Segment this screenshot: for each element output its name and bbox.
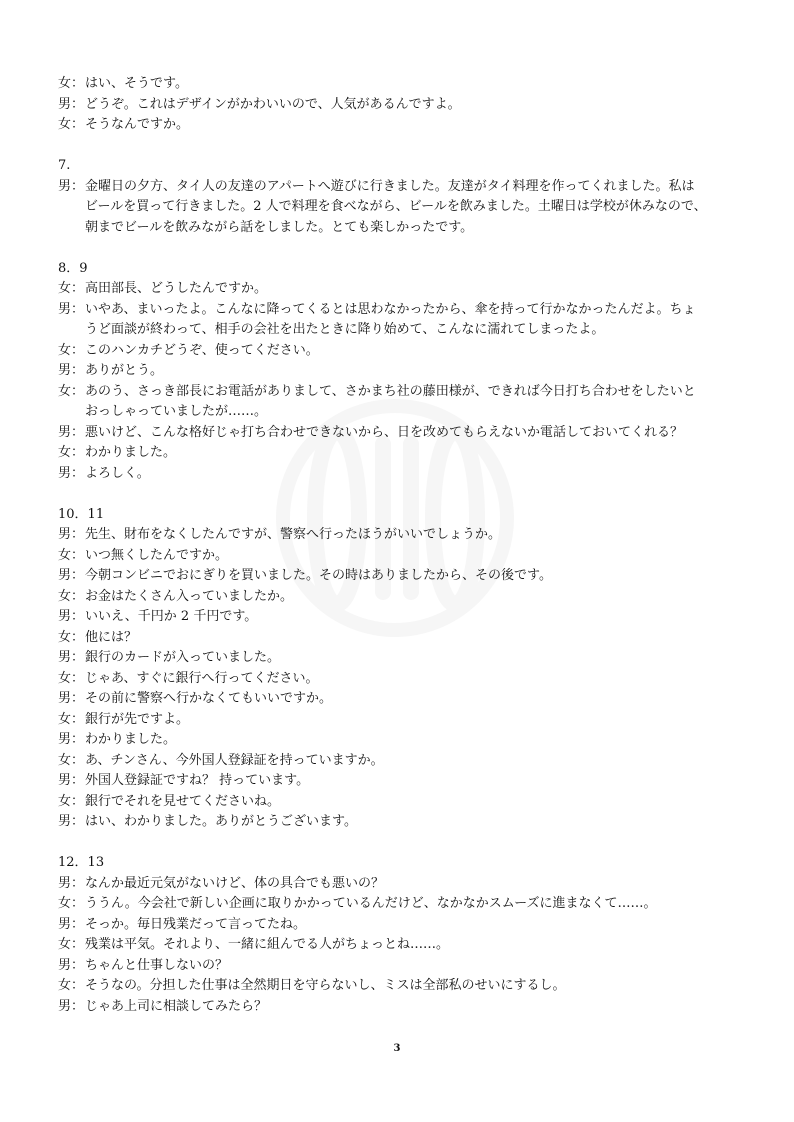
speaker: 男： (58, 609, 85, 624)
dialogue-line (58, 669, 742, 690)
transcript (58, 74, 742, 1017)
speaker: 女： (58, 117, 85, 132)
utterance: 残業は平気。それより、一緒に組んでる人がちょっとね……。 (85, 937, 450, 952)
dialogue-line (58, 710, 742, 731)
utterance: その前に警察へ行かなくてもいいですか。 (85, 691, 333, 706)
utterance: わかりました。 (85, 732, 177, 747)
speaker: 男： (58, 301, 85, 317)
utterance: 今朝コンビニでおにぎりを買いました。その時はありましたから、その後です。 (85, 568, 552, 583)
utterance: このハンカチどうぞ、使ってください。 (85, 342, 319, 358)
utterance: なんか最近元気がないけど、体の具合でも悪いの？ (85, 875, 385, 891)
speaker: 男： (58, 998, 85, 1014)
dialogue-line (58, 115, 742, 136)
utterance: あ、チンさん、今外国人登録証を持っていますか。 (85, 752, 384, 768)
speaker: 女： (58, 629, 85, 645)
dialogue-line (58, 525, 742, 546)
utterance: そっか。毎日残業だって言ってたね。 (85, 916, 307, 932)
speaker: 女： (58, 588, 85, 604)
utterance: じゃあ、すぐに銀行へ行ってください。 (85, 670, 319, 686)
dialogue-line (58, 956, 742, 977)
utterance: 外国人登録証ですね？ 持っています。 (85, 773, 310, 788)
speaker: 男： (58, 568, 85, 583)
utterance: じゃあ上司に相談してみたら？ (85, 998, 268, 1014)
utterance: ありがとう。 (85, 363, 164, 378)
dialogue-line (58, 976, 742, 997)
speaker: 男： (58, 465, 85, 481)
dialogue-line (58, 812, 742, 833)
page-number: 3 (393, 1043, 401, 1054)
speaker: 男： (58, 875, 85, 891)
utterance: ううん。今会社で新しい企画に取りかかっているんだけど、なかなかスムーズに進まなくて……。 (85, 896, 657, 911)
speaker: 女： (58, 342, 85, 358)
speaker: 女： (58, 445, 85, 460)
utterance: そうなんですか。 (85, 117, 190, 132)
dialogue-line (58, 874, 742, 895)
dialogue-line (58, 730, 742, 751)
speaker: 女： (58, 76, 85, 91)
dialogue-line (58, 587, 742, 608)
utterance: あのう、さっき部長にお電話がありまして、さかまち社の藤田様が、できれば今日打ち合わせをしたいと (85, 383, 696, 399)
utterance: 銀行が先ですよ。 (85, 711, 190, 727)
utterance-continuation: ビールを買って行きました。2 人で料理を食べながら、ビールを飲みました。土曜日は学校が休みなので、 (85, 199, 707, 214)
utterance: いいえ、千円か 2 千円です。 (85, 609, 258, 624)
utterance: はい、わかりました。ありがとうございます。 (85, 814, 357, 829)
speaker: 女： (58, 793, 85, 809)
speaker: 男： (58, 424, 85, 440)
dialogue-line (58, 935, 742, 956)
utterance: 悪いけど、こんな格好じゃ打ち合わせできないから、日を改めてもらえないか電話しておいてくれる？ (85, 424, 684, 440)
utterance: お金はたくさん入っていましたか。 (85, 588, 294, 604)
speaker: 女： (58, 547, 85, 563)
speaker: 男： (58, 691, 85, 706)
utterance: ちゃんと仕事しないの？ (85, 957, 229, 973)
speaker: 女： (58, 281, 85, 296)
dialogue-line (58, 689, 742, 710)
speaker: 女： (58, 937, 85, 952)
dialogue-line (58, 751, 742, 772)
section-number-10-11: 10．11 (58, 506, 105, 522)
dialogue-line (58, 566, 742, 587)
dialogue-line (58, 464, 742, 485)
speaker: 男： (58, 814, 85, 829)
utterance: わかりました。 (85, 445, 177, 460)
speaker: 男： (58, 773, 85, 788)
speaker: 男： (58, 96, 85, 112)
section-number-8-9: 8．9 (58, 260, 88, 276)
speaker: 女： (58, 752, 85, 768)
dialogue-line (58, 341, 742, 362)
utterance: 高田部長、どうしたんですか。 (85, 281, 268, 296)
speaker: 女： (58, 978, 85, 993)
dialogue-line (58, 607, 742, 628)
speaker: 男： (58, 363, 85, 378)
utterance: そうなの。分担した仕事は全然期日を守らないし、ミスは全部私のせいにするし。 (85, 978, 566, 993)
speaker: 女： (58, 711, 85, 727)
dialogue-line (58, 894, 742, 915)
dialogue-line (58, 361, 742, 382)
utterance-continuation: おっしゃっていましたが……。 (85, 404, 268, 419)
utterance: いつ無くしたんですか。 (85, 547, 229, 563)
dialogue-line (58, 279, 742, 300)
dialogue-line (58, 423, 742, 444)
dialogue-line (58, 382, 742, 403)
section-number-12-13: 12．13 (58, 855, 105, 870)
speaker: 男： (58, 527, 85, 542)
dialogue-line (58, 628, 742, 649)
utterance: 銀行のカードが入っていました。 (85, 650, 281, 665)
dialogue-line (58, 915, 742, 936)
utterance-continuation: うど面談が終わって、相手の会社を出たときに降り始めて、こんなに濡れてしまったよ。 (85, 322, 605, 337)
dialogue-line (58, 648, 742, 669)
speaker: 男： (58, 178, 85, 194)
speaker: 女： (58, 670, 85, 686)
utterance: 金曜日の夕方、タイ人の友達のアパートへ遊びに行きました。友達がタイ料理を作ってくれました。私は (85, 178, 695, 194)
speaker: 男： (58, 916, 85, 932)
dialogue-line (58, 997, 742, 1018)
utterance: はい、そうです。 (85, 76, 188, 91)
speaker: 男： (58, 650, 85, 665)
utterance: 銀行でそれを見せてくださいね。 (85, 793, 281, 809)
utterance-continuation: 朝までビールを飲みながら話をしました。とても楽しかったです。 (85, 219, 474, 235)
dialogue-line (58, 771, 742, 792)
speaker: 男： (58, 732, 85, 747)
utterance: よろしく。 (85, 465, 150, 481)
dialogue-line (58, 95, 742, 116)
utterance: どうぞ。これはデザインがかわいいので、人気があるんですよ。 (85, 96, 461, 112)
section-number-7: 7. (58, 158, 71, 173)
utterance: いやあ、まいったよ。こんなに降ってくるとは思わなかったから、傘を持って行かなかったんだよ。ちょ (85, 301, 696, 317)
dialogue-line (58, 300, 742, 321)
dialogue-line (58, 546, 742, 567)
dialogue-line (58, 74, 742, 95)
dialogue-line (58, 443, 742, 464)
utterance: 他には？ (85, 629, 138, 645)
dialogue-line (58, 792, 742, 813)
utterance: 先生、財布をなくしたんですが、警察へ行ったほうがいいでしょうか。 (85, 527, 502, 542)
speaker: 男： (58, 957, 85, 973)
dialogue-line (58, 177, 742, 198)
speaker: 女： (58, 383, 85, 399)
speaker: 女： (58, 896, 85, 911)
